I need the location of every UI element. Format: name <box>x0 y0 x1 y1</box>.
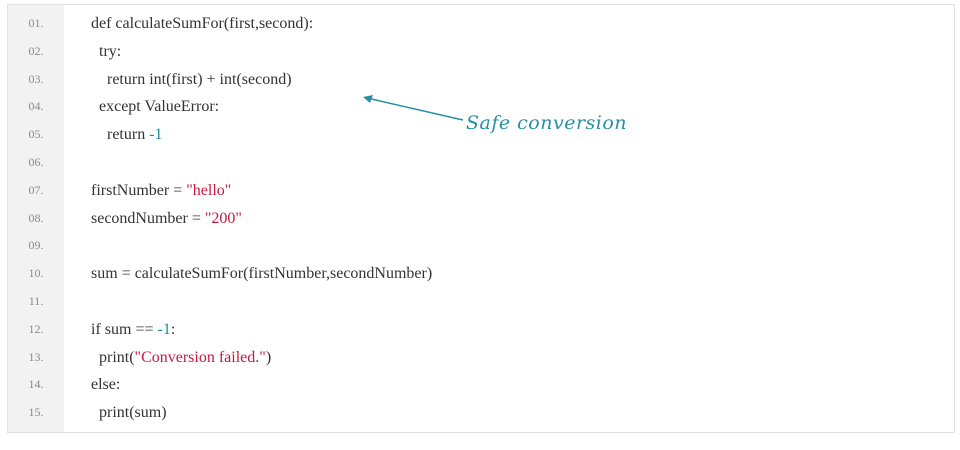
code-line <box>8 288 954 316</box>
code-text <box>91 316 175 344</box>
line-number: 09. <box>28 238 44 253</box>
line-number: 11. <box>28 293 44 308</box>
code-text <box>91 260 432 288</box>
code-text <box>91 66 292 94</box>
code-line <box>8 232 954 260</box>
code-token: try: <box>91 42 122 60</box>
line-number: 07. <box>28 182 44 197</box>
line-number: 02. <box>28 43 44 58</box>
code-line <box>8 205 954 233</box>
code-token: print( <box>91 348 135 366</box>
line-number: 15. <box>28 405 44 420</box>
code-line <box>8 260 954 288</box>
code-token: "Conversion failed." <box>134 348 266 366</box>
code-text <box>91 399 167 427</box>
code-line <box>8 10 954 38</box>
code-text <box>91 38 121 66</box>
line-number: 13. <box>28 349 44 364</box>
code-line <box>8 399 954 427</box>
line-number: 10. <box>28 266 44 281</box>
code-token: : <box>170 320 176 338</box>
code-text <box>91 177 231 205</box>
code-token: print(sum) <box>91 404 167 422</box>
code-token: return int(first) + int(second) <box>91 70 292 88</box>
code-line <box>8 38 954 66</box>
annotation-label: Safe conversion <box>466 112 628 134</box>
line-number: 06. <box>28 154 44 169</box>
code-text <box>91 10 313 38</box>
code-line <box>8 371 954 399</box>
code-line <box>8 177 954 205</box>
code-text <box>91 344 271 372</box>
code-token: firstNumber = <box>91 181 187 199</box>
code-token: except ValueError: <box>91 98 220 116</box>
code-line <box>8 344 954 372</box>
line-number: 14. <box>28 377 44 392</box>
code-block <box>7 4 955 433</box>
code-token: return <box>91 126 150 144</box>
code-token: else: <box>91 376 121 394</box>
code-text <box>91 93 219 121</box>
code-token: if sum == <box>91 320 158 338</box>
line-number: 03. <box>28 71 44 86</box>
code-token: ) <box>265 348 272 366</box>
code-token: "hello" <box>186 181 232 199</box>
line-number: 05. <box>28 127 44 142</box>
code-text <box>91 371 120 399</box>
line-number: 12. <box>28 321 44 336</box>
line-number: 08. <box>28 210 44 225</box>
code-token: -1 <box>157 320 171 338</box>
code-line <box>8 316 954 344</box>
code-lines <box>8 10 954 427</box>
line-number: 01. <box>28 16 44 30</box>
code-text <box>91 205 242 233</box>
code-text <box>91 121 163 149</box>
code-token: -1 <box>149 126 163 144</box>
code-token: secondNumber = <box>91 209 205 227</box>
line-number: 04. <box>28 99 44 114</box>
code-line <box>8 149 954 177</box>
code-token: "200" <box>204 209 242 227</box>
code-token: sum = calculateSumFor(firstNumber,secondNumber) <box>91 265 433 283</box>
code-token: def calculateSumFor(first,second): <box>91 15 314 32</box>
